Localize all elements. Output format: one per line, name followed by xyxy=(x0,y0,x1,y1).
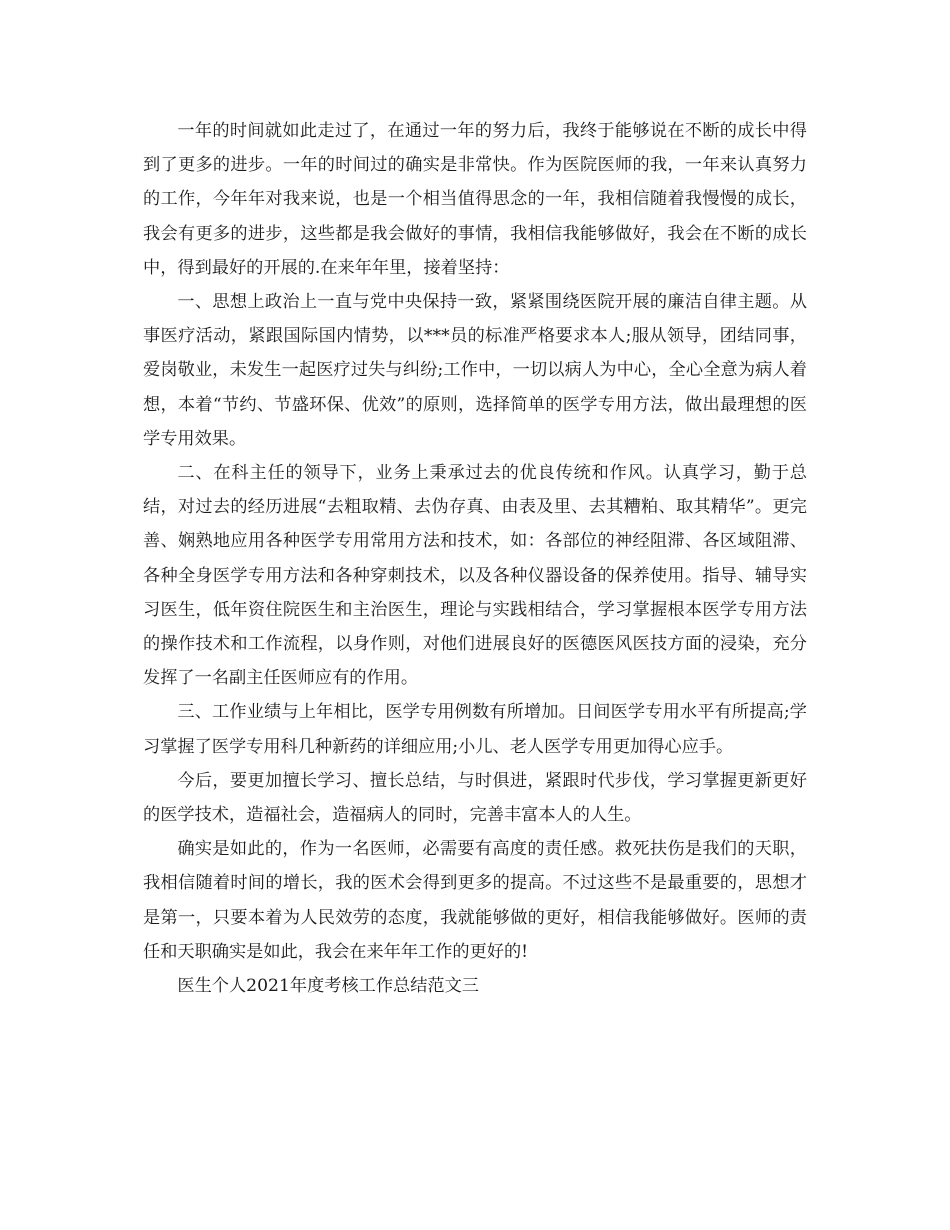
paragraph-point-two: 二、在科主任的领导下，业务上秉承过去的优良传统和作风。认真学习，勤于总结，对过去的经历进展“去粗取精、去伪存真、由表及里、去其糟粕、取其精华”。更完善、娴熟地应用各种医学专用常用方法和技术，如：各部位的神经阻滞、各区域阻滞、各种全身医学专用方法和各种穿刺技术，以及各种仪器设备的保养使用。指导、辅导实习医生，低年资住院医生和主治医生，理论与实践相结合，学习掌握根本医学专用方法的操作技术和工作流程，以身作则，对他们进展良好的医德医风医技方面的浸染，充分发挥了一名副主任医师应有的作用。 xyxy=(143,463,807,689)
paragraph-conclusion: 确实是如此的，作为一名医师，必需要有高度的责任感。救死扶伤是我们的天职，我相信随着时间的增长，我的医术会得到更多的提高。不过这些不是最重要的，思想才是第一，只要本着为人民效劳的态度，我就能够做的更好，相信我能够做好。医师的责任和天职确实是如此，我会在来年年工作的更好的! xyxy=(143,839,807,962)
paragraph-point-three: 三、工作业绩与上年相比，医学专用例数有所增加。日间医学专用水平有所提高;学习掌握了医学专用科几种新药的详细应用;小儿、老人医学专用更加得心应手。 xyxy=(143,702,807,757)
paragraph-intro: 一年的时间就如此走过了，在通过一年的努力后，我终于能够说在不断的成长中得到了更多的进步。一年的时间过的确实是非常快。作为医院医师的我，一年来认真努力的工作，今年年对我来说，也是一个相当值得思念的一年，我相信随着我慢慢的成长，我会有更多的进步，这些都是我会做好的事情，我相信我能够做好，我会在不断的成长中，得到最好的开展的.在来年年里，接着坚持： xyxy=(143,121,807,278)
paragraph-future-plan: 今后，要更加擅长学习、擅长总结，与时俱进，紧跟时代步伐，学习掌握更新更好的医学技术，造福社会，造福病人的同时，完善丰富本人的人生。 xyxy=(143,770,807,826)
document-body xyxy=(143,114,807,1003)
paragraph-point-one: 一、思想上政治上一直与党中央保持一致，紧紧围绕医院开展的廉洁自律主题。从事医疗活动，紧跟国际国内情势，以***员的标准严格要求本人;服从领导，团结同事，爱岗敬业，未发生一起医疗过失与纠纷;工作中，一切以病人为中心，全心全意为病人着想，本着“节约、节盛环保、优效”的原则，选择简单的医学专用方法，做出最理想的医学专用效果。 xyxy=(143,292,807,449)
section-heading: 医生个人2021年度考核工作总结范文三 xyxy=(177,976,479,997)
